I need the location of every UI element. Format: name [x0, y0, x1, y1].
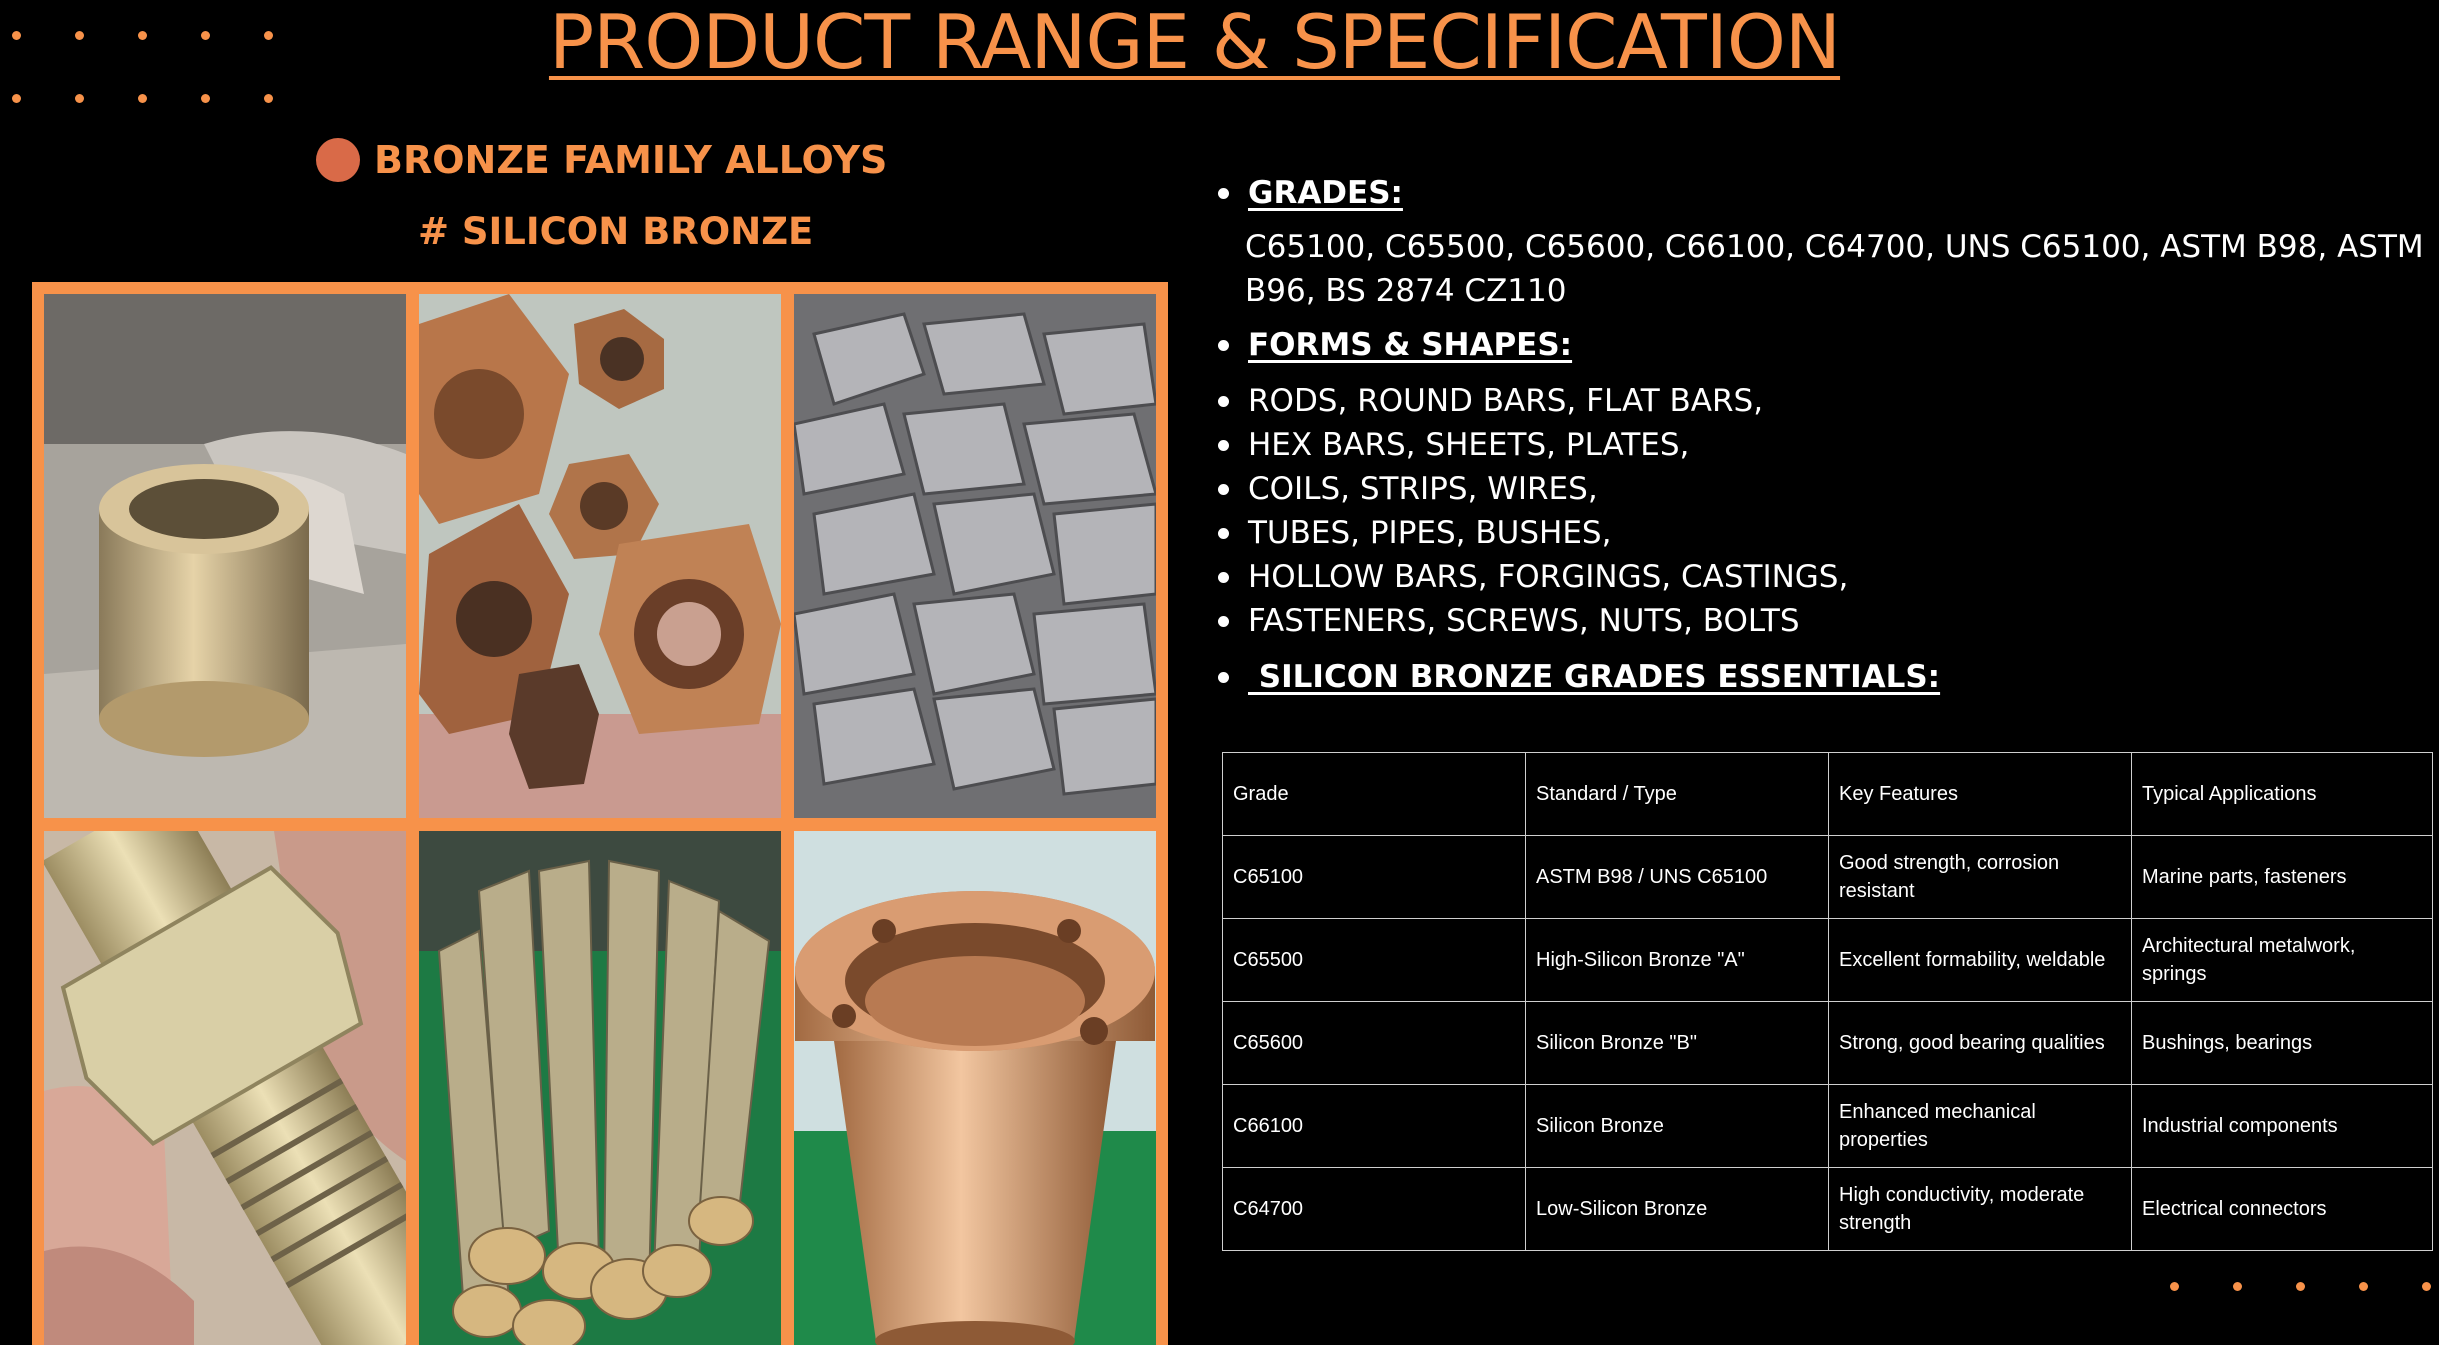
- bullet-icon: [1218, 484, 1229, 495]
- table-cell: Low-Silicon Bronze: [1526, 1168, 1829, 1251]
- list-item: RODS, ROUND BARS, FLAT BARS,: [1212, 379, 2432, 423]
- table-header-cell: Typical Applications: [2132, 753, 2433, 836]
- forms-list: [1212, 379, 2432, 643]
- table-cell: Enhanced mechanical properties: [1829, 1085, 2132, 1168]
- flanged-bushing-photo: [794, 831, 1156, 1345]
- silicon-bronze-ingots-photo: [794, 294, 1156, 818]
- table-cell: C65500: [1223, 919, 1526, 1002]
- grades-table: [1222, 752, 2433, 1251]
- essentials-heading: [1212, 659, 2432, 695]
- list-item: TUBES, PIPES, BUSHES,: [1212, 511, 2432, 555]
- table-cell: Industrial components: [2132, 1085, 2433, 1168]
- table-header-cell: Grade: [1223, 753, 1526, 836]
- list-item: HOLLOW BARS, FORGINGS, CASTINGS,: [1212, 555, 2432, 599]
- bullet-icon: [1218, 188, 1229, 199]
- forms-heading: [1212, 327, 2432, 363]
- family-label: BRONZE FAMILY ALLOYS: [374, 138, 888, 182]
- page-title: PRODUCT RANGE & SPECIFICATION: [548, 0, 1841, 86]
- table-row: [1223, 1168, 2433, 1251]
- table-cell: Architectural metalwork, springs: [2132, 919, 2433, 1002]
- table-cell: Strong, good bearing qualities: [1829, 1002, 2132, 1085]
- table-cell: Electrical connectors: [2132, 1168, 2433, 1251]
- bullet-icon: [1218, 396, 1229, 407]
- table-cell: C65600: [1223, 1002, 1526, 1085]
- hex-bolt-photo: [44, 831, 406, 1345]
- table-row: [1223, 1002, 2433, 1085]
- essentials-heading-label: SILICON BRONZE GRADES ESSENTIALS:: [1248, 659, 1941, 695]
- bullet-icon: [1218, 616, 1229, 627]
- list-item: FASTENERS, SCREWS, NUTS, BOLTS: [1212, 599, 2432, 643]
- table-cell: Silicon Bronze "B": [1526, 1002, 1829, 1085]
- decorative-dots-top-left: [12, 31, 273, 103]
- table-header-cell: Standard / Type: [1526, 753, 1829, 836]
- table-cell: High conductivity, moderate strength: [1829, 1168, 2132, 1251]
- grades-text: C65100, C65500, C65600, C66100, C64700, UNS C65100, ASTM B98, ASTM B96, BS 2874 CZ110: [1245, 229, 2424, 309]
- bullet-icon: [1218, 340, 1229, 351]
- bullet-icon: [1218, 440, 1229, 451]
- table-cell: Bushings, bearings: [2132, 1002, 2433, 1085]
- table-cell: Good strength, corrosion resistant: [1829, 836, 2132, 919]
- table-cell: Silicon Bronze: [1526, 1085, 1829, 1168]
- forms-heading-label: FORMS & SHAPES:: [1248, 327, 1573, 363]
- table-cell: C64700: [1223, 1168, 1526, 1251]
- table-cell: Excellent formability, weldable: [1829, 919, 2132, 1002]
- bullet-icon: [1218, 672, 1229, 683]
- family-heading: [316, 138, 887, 182]
- table-cell: Marine parts, fasteners: [2132, 836, 2433, 919]
- table-row: [1223, 1085, 2433, 1168]
- bronze-hex-nuts-photo: [419, 294, 781, 818]
- specifications-panel: [1212, 175, 2432, 695]
- round-bars-photo: [419, 831, 781, 1345]
- table-row: [1223, 919, 2433, 1002]
- table-row: [1223, 836, 2433, 919]
- table-cell: High-Silicon Bronze "A": [1526, 919, 1829, 1002]
- table-cell: ASTM B98 / UNS C65100: [1526, 836, 1829, 919]
- bronze-bushing-photo: [44, 294, 406, 818]
- grades-heading: [1212, 175, 2432, 211]
- decorative-dots-bottom-right: [2170, 1282, 2431, 1345]
- list-item: HEX BARS, SHEETS, PLATES,: [1212, 423, 2432, 467]
- table-header-cell: Key Features: [1829, 753, 2132, 836]
- product-photo-gallery: [32, 282, 1168, 1345]
- bullet-icon: [1218, 572, 1229, 583]
- table-cell: C66100: [1223, 1085, 1526, 1168]
- table-header-row: [1223, 753, 2433, 836]
- bullet-icon: [1218, 528, 1229, 539]
- list-item: COILS, STRIPS, WIRES,: [1212, 467, 2432, 511]
- table-cell: C65100: [1223, 836, 1526, 919]
- grades-heading-label: GRADES:: [1248, 175, 1403, 211]
- circle-bullet-icon: [316, 138, 360, 182]
- subfamily-heading: # SILICON BRONZE: [418, 210, 814, 253]
